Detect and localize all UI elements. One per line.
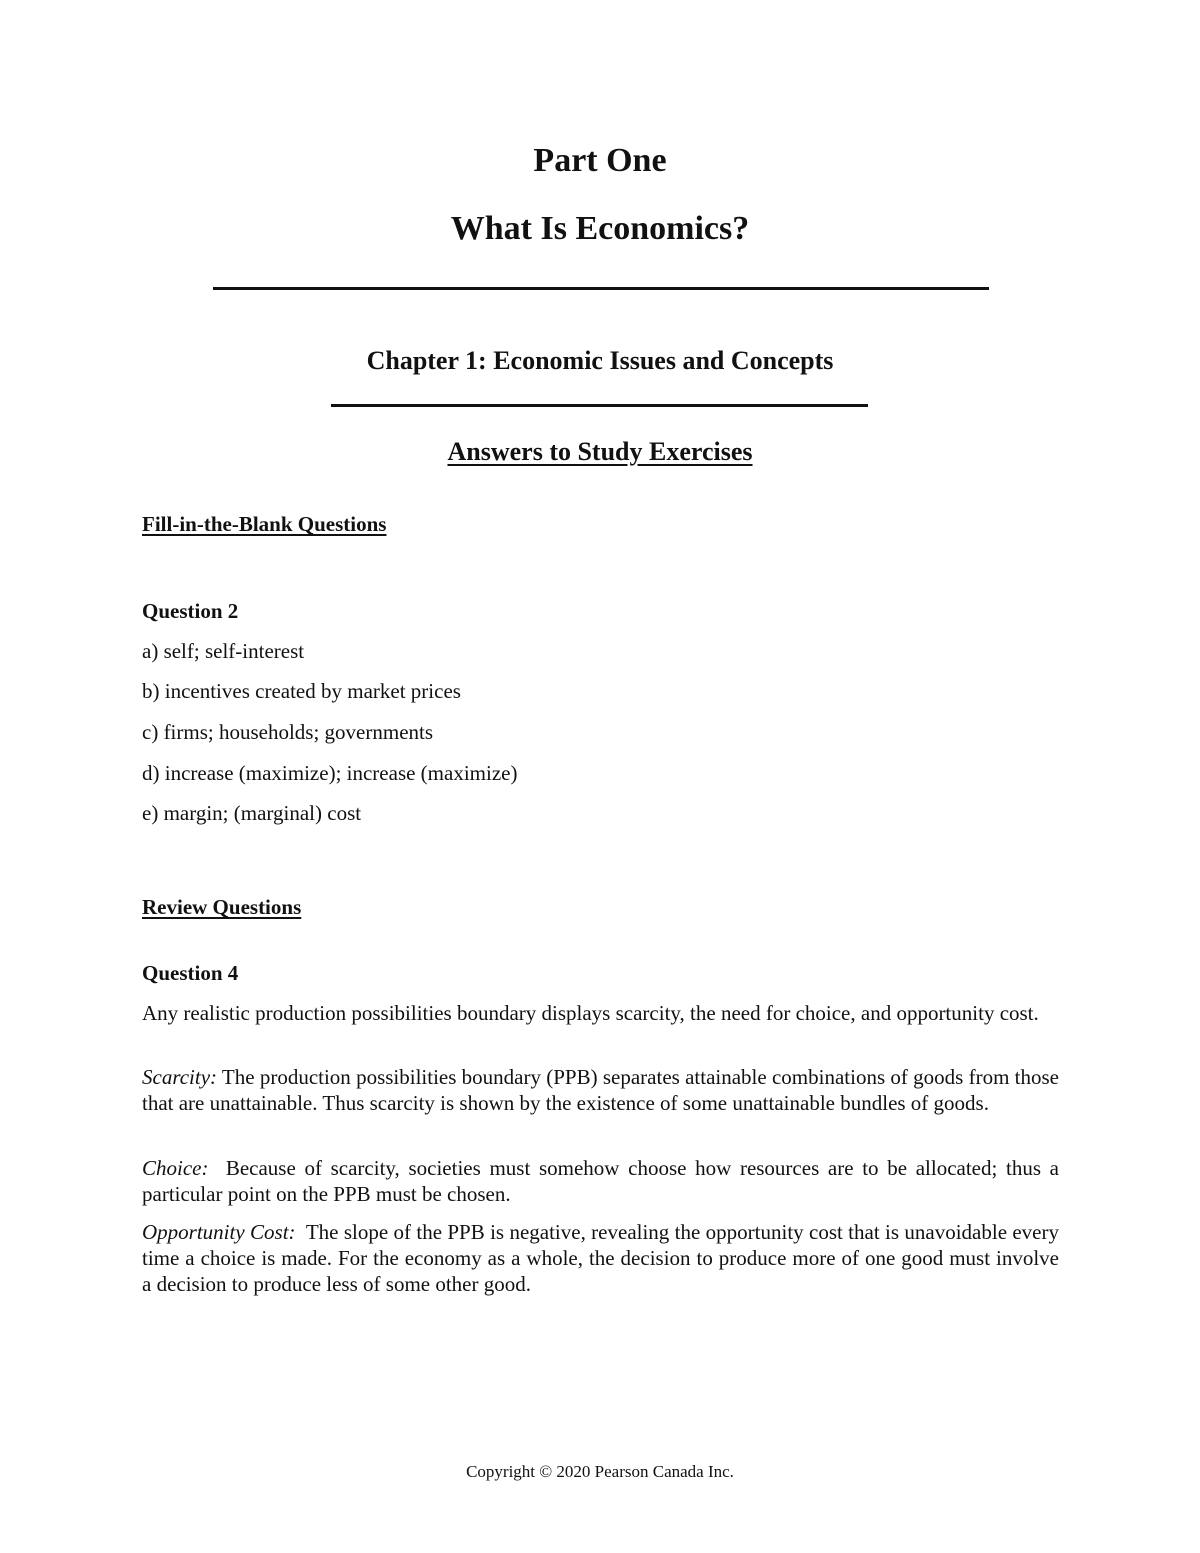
copyright-footer: Copyright © 2020 Pearson Canada Inc. <box>466 1462 734 1481</box>
chapter-title: Chapter 1: Economic Issues and Concepts <box>366 346 834 375</box>
choice-text: Because of scarcity, societies must somehow choose how resources are to be allocated; thus a particular point on the PPB must be chosen. <box>142 1156 1065 1206</box>
answer-item: c) firms; households; governments <box>142 720 434 744</box>
review-questions-heading: Review Questions <box>142 895 302 919</box>
question-2-label: Question 2 <box>142 599 239 623</box>
choice-label: Choice: <box>142 1156 209 1180</box>
scarcity-text: The production possibilities boundary (PPB) separates attainable combinations of goods from those that are unattainable. Thus scarcity is shown by the existence of some unattainable bundles of goods. <box>142 1065 1059 1115</box>
opportunity-cost-paragraph <box>142 1219 1065 1297</box>
answer-item: b) incentives created by market prices <box>142 679 461 703</box>
part-title: What Is Economics? <box>450 210 750 247</box>
scarcity-label: Scarcity: <box>142 1065 218 1089</box>
choice-paragraph <box>142 1155 1065 1207</box>
answers-heading <box>0 437 1200 467</box>
answer-item: d) increase (maximize); increase (maximize) <box>142 761 518 785</box>
review-intro-paragraph: Any realistic production possibilities boundary displays scarcity, the need for choice, and opportunity cost. <box>142 1001 1039 1025</box>
opportunity-cost-text: The slope of the PPB is negative, revealing the opportunity cost that is unavoidable every time a choice is made. For the economy as a whole, the decision to produce more of one good must involve a decision to produce less of some other good. <box>142 1220 1065 1296</box>
scarcity-paragraph <box>142 1064 1059 1116</box>
answer-item: a) self; self-interest <box>142 639 305 663</box>
part-label: Part One <box>533 142 667 179</box>
question-4-label: Question 4 <box>142 961 239 985</box>
divider-rule <box>213 287 989 290</box>
opportunity-cost-label: Opportunity Cost: <box>142 1220 296 1244</box>
answer-item: e) margin; (marginal) cost <box>142 801 362 825</box>
answers-heading-text: Answers to Study Exercises <box>447 437 753 466</box>
fill-in-blank-heading: Fill-in-the-Blank Questions <box>142 512 387 536</box>
divider-rule <box>331 404 868 407</box>
